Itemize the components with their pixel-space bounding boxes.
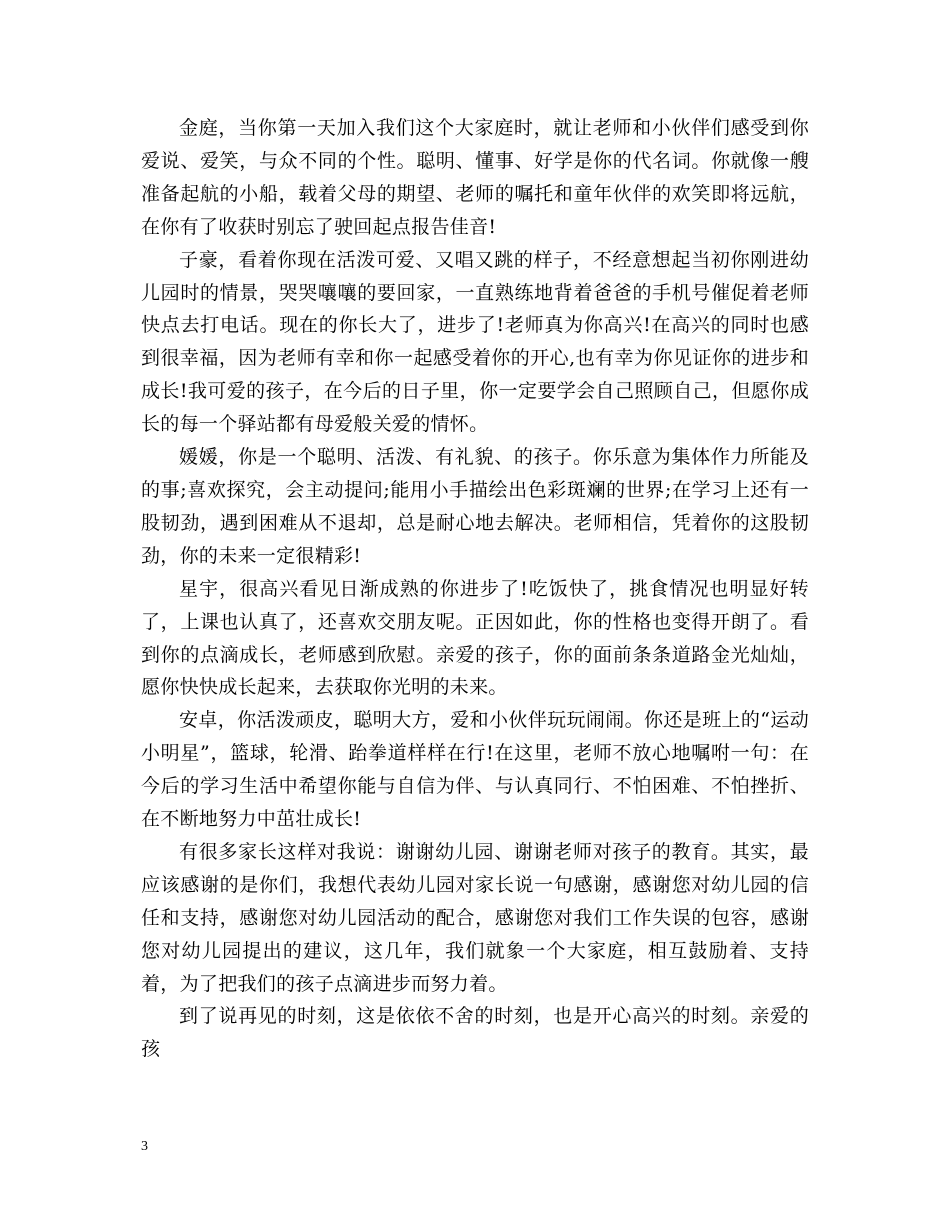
page-number: 3 bbox=[141, 1139, 148, 1154]
paragraph-farewell: 到了说再见的时刻，这是依依不舍的时刻，也是开心高兴的时刻。亲爱的孩 bbox=[141, 1005, 809, 1061]
paragraph-jinting: 金庭，当你第一天加入我们这个大家庭时，就让老师和小伙伴们感受到你爱说、爱笑，与众不同的个性。聪明、懂事、好学是你的代名词。你就像一艘准备起航的小船，载着父母的期望、老师的嘱托和童年伙伴的欢笑即将远航，在你有了收获时别忘了驶回起点报告佳音! bbox=[141, 117, 809, 238]
paragraph-anzhuo: 安卓，你活泼顽皮，聪明大方，爱和小伙伴玩玩闹闹。你还是班上的“运动小明星”，篮球，轮滑、跆拳道样样在行!在这里，老师不放心地嘱咐一句：在今后的学习生活中希望你能与自信为伴、与认真同行、不怕困难、不怕挫折、在不断地努力中茁壮成长! bbox=[141, 709, 809, 831]
paragraph-zihao: 子豪，看着你现在活泼可爱、又唱又跳的样子，不经意想起当初你刚进幼儿园时的情景，哭哭嚷嚷的要回家，一直熟练地背着爸爸的手机号催促着老师快点去打电话。现在的你长大了，进步了!老师真为你高兴!在高兴的同时也感到很幸福，因为老师有幸和你一起感受着你的开心,也有幸为你见证你的进步和成长!我可爱的孩子，在今后的日子里，你一定要学会自己照顾自己，但愿你成长的每一个驿站都有母爱般关爱的情怀。 bbox=[141, 248, 809, 436]
paragraph-xingyu: 星宇，很高兴看见日渐成熟的你进步了!吃饭快了，挑食情况也明显好转了，上课也认真了，还喜欢交朋友呢。正因如此，你的性格也变得开朗了。看到你的点滴成长，老师感到欣慰。亲爱的孩子，你的面前条条道路金光灿灿，愿你快快成长起来，去获取你光明的未来。 bbox=[141, 577, 809, 699]
paragraph-yuanyuan: 媛媛，你是一个聪明、活泼、有礼貌、的孩子。你乐意为集体作力所能及的事;喜欢探究，会主动提问;能用小手描绘出色彩斑斓的世界;在学习上还有一股韧劲，遇到困难从不退却，总是耐心地去解决。老师相信，凭着你的这股韧劲，你的未来一定很精彩! bbox=[141, 446, 809, 567]
paragraph-parents-thanks: 有很多家长这样对我说：谢谢幼儿园、谢谢老师对孩子的教育。其实，最应该感谢的是你们，我想代表幼儿园对家长说一句感谢，感谢您对幼儿园的信任和支持，感谢您对幼儿园活动的配合，感谢您对我们工作失误的包容，感谢您对幼儿园提出的建议，这几年，我们就象一个大家庭，相互鼓励着、支持着，为了把我们的孩子点滴进步而努力着。 bbox=[141, 840, 809, 995]
document-body bbox=[141, 112, 809, 1066]
